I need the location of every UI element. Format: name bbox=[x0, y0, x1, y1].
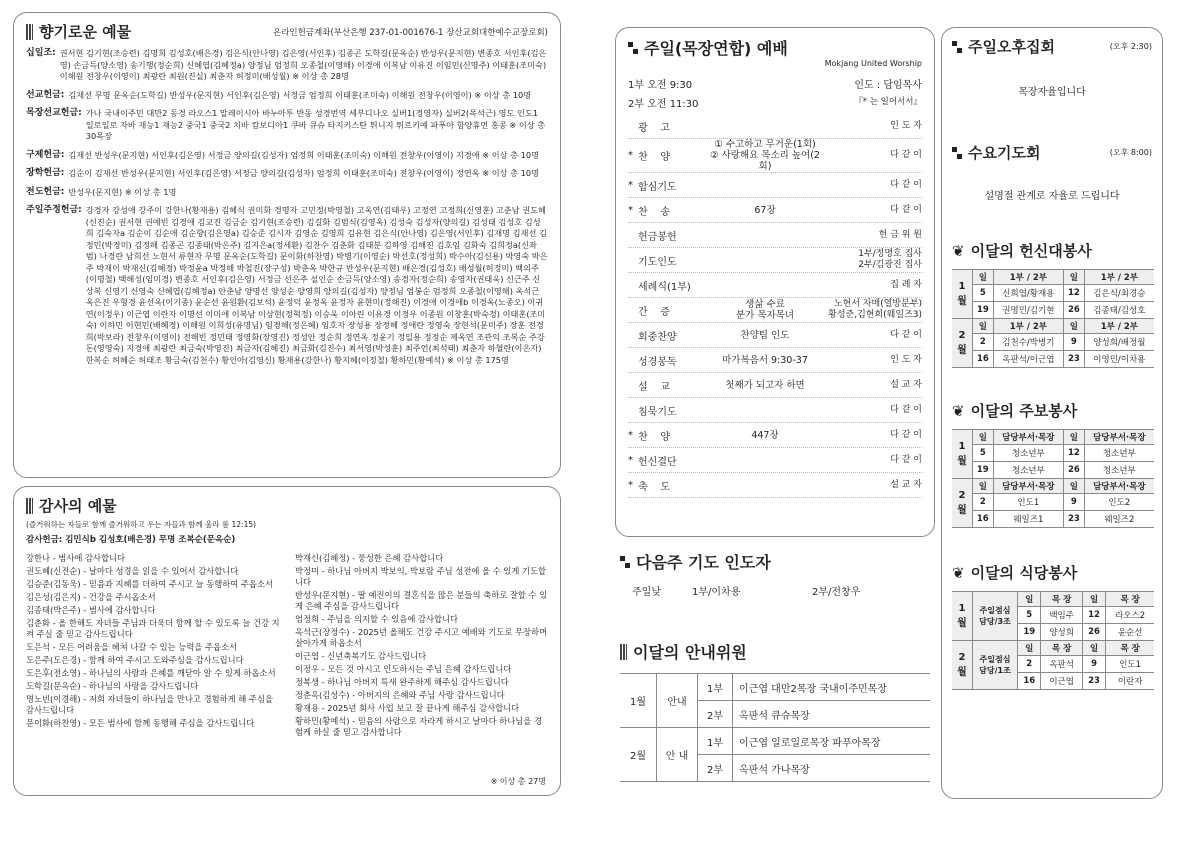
name-cell: 인도2 bbox=[1084, 494, 1154, 511]
bulletin-table bbox=[952, 429, 1154, 528]
order-leader: 노현서 자매(열방분부) 황성준,김현희(웨일즈3) bbox=[828, 299, 922, 320]
usher-part: 1부 bbox=[698, 728, 733, 755]
name-header: 담당부서·목장 bbox=[993, 479, 1063, 494]
offering-title: 향기로운 예물 bbox=[26, 21, 131, 42]
offering-names: 가나 국내이주민 대만2 동경 라오스1 말레이시아 바누아투 반동 성경번역 세부디나오 실버1(경영자) 실버2(목석근) 영도 인도1 일로일로 자바 재능1 재능2 중국1 중국2 치바 캄보디아1 쿠바 큐슈 타지키스탄 튀니지 튀르키예 파푸아 함양휴먼 홍콩 ※ 이상 총 30목장 bbox=[85, 108, 546, 141]
order-row bbox=[628, 448, 922, 473]
order-leader: 헌 금 위 원 bbox=[878, 229, 922, 240]
heart-icon: ❦ bbox=[952, 563, 965, 582]
thanks-item: 도은후(전소영) - 하나님의 사랑과 은혜를 깨닫아 알 수 있게 하옵소서 bbox=[26, 668, 276, 678]
day-cell: 26 bbox=[1064, 302, 1085, 319]
table-row bbox=[952, 302, 1154, 319]
bar-icon bbox=[26, 498, 33, 514]
dedication-table bbox=[952, 269, 1154, 368]
month-cell: 2 월 bbox=[952, 319, 973, 368]
table-row bbox=[952, 285, 1154, 302]
month-cell: 1 월 bbox=[952, 430, 973, 479]
thanks-item: 황재용 - 2025년 회사 사업 보고 잘 끝나게 해주심 감사합니다 bbox=[294, 703, 520, 713]
order-name: 간 증 bbox=[638, 306, 671, 318]
offering-section bbox=[26, 90, 548, 102]
thanks-left-list bbox=[26, 553, 283, 740]
usher-name: 이근엽 대만2목장 국내이주민목장 bbox=[733, 674, 931, 701]
day-cell: 23 bbox=[1082, 673, 1105, 690]
table-header bbox=[952, 592, 1154, 607]
order-name: 회중찬양 bbox=[638, 331, 677, 343]
order-name: 합심기도 bbox=[638, 181, 677, 193]
offering-label: 선교헌금: bbox=[26, 89, 65, 100]
order-row bbox=[628, 398, 922, 423]
worship-stand-note: 『* 는 일어서서』 bbox=[854, 97, 922, 107]
thanks-item: 문이화(하찬영) - 모든 범사에 함께 동행해 주심을 감사드립니다 bbox=[26, 718, 255, 728]
day-cell: 23 bbox=[1064, 351, 1085, 368]
day-cell: 5 bbox=[973, 445, 994, 462]
table-header bbox=[952, 430, 1154, 445]
day-cell: 12 bbox=[1064, 445, 1085, 462]
ushers-section: 이달의 안내위원 1월 안내 1부 이근엽 대만2목장 국내이주민목장 2부 옥판석 큐슈목장 2월 안 내 1부 이근엽 일로일로목장 파푸아목장 2부 옥판석 가나목장 bbox=[620, 640, 930, 782]
afternoon-time: (오후 2:30) bbox=[1109, 42, 1152, 51]
right-panel: 주일오후집회 (오후 2:30) 목장자율입니다 수요기도회 (오후 8:00) 설명절 관계로 자율로 드립니다 ❦ 이달의 헌신대봉사 1 월 일 1부 / 2부 일 1부 / 2부 5 신희엽/황재용 12 김은식/최경승 19 권명민/김기현 26 김종태/김성호 2 월 일 1부 / 2부 일 1부 / 2부 2 김천수/박병기 9 양성희/배정월 16 옥판석/이근엽 23 이영민/이차용 ❦ 이달의 주보봉사 1 월 일 담당부서·목장 일 담당부서·목장 5 청소년부 12 청소년부 19 청소년부 26 청소년부 2 월 일 담당부서·목장 일 담당부서·목장 2 인도1 9 인도2 16 웨일즈1 23 웨일즈2 ❦ 이달의 식당봉사 1 월 주일점심 담당/3조 일 목 장 일 목 장 5 백임주 12 라오스2 19 양성희 26 윤순선 2 월 주일점심 담당/1조 일 목 장 일 목 장 2 옥판석 9 인도1 16 이근엽 23 이란자 bbox=[941, 27, 1163, 799]
order-star: * bbox=[628, 179, 633, 191]
offering-section bbox=[26, 108, 548, 143]
usher-row bbox=[620, 674, 930, 701]
month-cell: 1 월 bbox=[952, 270, 973, 319]
name-cell: 양성희/배정월 bbox=[1084, 334, 1154, 351]
day-cell: 26 bbox=[1064, 462, 1085, 479]
order-row bbox=[628, 273, 922, 298]
thanks-item: 정춘옥(김성수) - 아버지의 은혜와 주님 사랑 감사드립니다 bbox=[294, 690, 505, 700]
worship-panel bbox=[615, 27, 935, 537]
table-header bbox=[952, 479, 1154, 494]
table-row bbox=[952, 494, 1154, 511]
worship-subtitle: Mokjang United Worship bbox=[824, 59, 922, 68]
order-detail: 찬양팀 인도 bbox=[740, 329, 790, 341]
name-cell: 옥판석/이근엽 bbox=[993, 351, 1063, 368]
order-name: 찬 양 bbox=[638, 152, 671, 163]
afternoon-text: 목장자율입니다 bbox=[1018, 87, 1086, 98]
day-header: 일 bbox=[1018, 641, 1041, 656]
heart-icon: ❦ bbox=[952, 401, 965, 420]
thanks-item: 도은주(도은경) - 함께 하여 주시고 도와주심을 감사드립니다 bbox=[26, 655, 244, 665]
wednesday-time: (오후 8:00) bbox=[1109, 148, 1152, 157]
order-star: * bbox=[628, 204, 633, 216]
offering-names: 김재선 무명 문옥순(도학길) 반성우(문지현) 서인후(김은영) 서정금 엄정희 이태훈(조미숙) 이해원 전창우(이영이) ※ 이상 총 10명 bbox=[68, 89, 532, 100]
order-name: 찬 양 bbox=[638, 431, 671, 443]
next-prayer-label: 주일낮 bbox=[632, 587, 661, 598]
day-header: 일 bbox=[1064, 479, 1085, 494]
name-cell: 옥판석 bbox=[1041, 656, 1082, 673]
heart-icon: ❦ bbox=[952, 241, 965, 260]
order-leader: 인 도 자 bbox=[890, 354, 922, 365]
order-row bbox=[628, 223, 922, 248]
offering-label: 장학헌금: bbox=[26, 168, 65, 178]
day-cell: 12 bbox=[1082, 607, 1105, 624]
usher-name: 이근엽 일로일로목장 파푸아목장 bbox=[733, 728, 931, 755]
order-leader: 다 같 이 bbox=[890, 150, 922, 160]
order-row bbox=[628, 373, 922, 398]
order-row bbox=[628, 198, 922, 223]
name-header: 1부 / 2부 bbox=[993, 270, 1063, 285]
name-cell: 김천수/박병기 bbox=[993, 334, 1063, 351]
order-name: 세례식(1부) bbox=[638, 281, 691, 293]
order-row bbox=[628, 114, 922, 139]
table-row bbox=[952, 511, 1154, 528]
day-cell: 16 bbox=[973, 511, 994, 528]
thanks-item: 이근엽 - 신년축복기도 감사드립니다 bbox=[294, 651, 427, 661]
day-header: 일 bbox=[1018, 592, 1041, 607]
name-cell: 청소년부 bbox=[1084, 462, 1154, 479]
order-leader: 설 교 자 bbox=[890, 479, 922, 490]
order-detail: 447장 bbox=[751, 429, 779, 441]
offering-section bbox=[26, 48, 548, 83]
usher-role: 안내 bbox=[657, 674, 698, 728]
name-header: 1부 / 2부 bbox=[1084, 270, 1154, 285]
bar-icon bbox=[620, 644, 627, 660]
dots-icon bbox=[952, 146, 962, 160]
usher-month: 2월 bbox=[620, 728, 657, 782]
thanks-item: 박정미 - 하나님 아버지 박보익, 박보람 주님 성전에 올 수 있게 기도합니다 bbox=[294, 566, 547, 587]
thanks-item: 도학길(문옥순) - 하나님의 사랑을 감사드립니다 bbox=[26, 681, 199, 691]
offering-names: 김순이 김재선 반성우(문지현) 서인후(김은영) 서정금 양의길(김성자) 엄정희 이태훈(조미숙) 전창우(이영이) 정연옥 ※ 이상 총 10명 bbox=[68, 168, 539, 178]
offering-names: 김재선 반성우(문지현) 서인후(김은영) 서정금 양의길(김성자) 엄정희 이태훈(조미숙) 이해원 전창우(이영이) 지경애 ※ 이상 총 10명 bbox=[68, 149, 539, 160]
order-star: * bbox=[628, 150, 633, 161]
order-of-worship bbox=[628, 114, 922, 498]
thanks-item: 강한나 - 범사에 감사합니다 bbox=[26, 553, 126, 563]
name-cell: 웨일즈2 bbox=[1084, 511, 1154, 528]
day-header: 일 bbox=[973, 479, 994, 494]
order-name: 헌신결단 bbox=[638, 456, 677, 468]
thanks-item: 명노빈(이경해) - 저희 자녀들이 하나님을 만나고 경험하게 해 주심을 감사드립니다 bbox=[26, 694, 273, 715]
wednesday-text: 설명절 관계로 자율로 드립니다 bbox=[984, 191, 1120, 202]
name-header: 목 장 bbox=[1041, 592, 1082, 607]
offering-label: 주일주정헌금: bbox=[26, 205, 82, 215]
worship-time1: 1부 오전 9:30 bbox=[628, 80, 693, 91]
next-prayer-section: 다음주 기도 인도자 주일낮 1부/이차용 2부/전창우 bbox=[620, 550, 930, 598]
team-cell: 주일점심 담당/3조 bbox=[973, 592, 1018, 641]
name-cell: 이근엽 bbox=[1041, 673, 1082, 690]
bar-icon bbox=[26, 24, 33, 40]
order-detail: 첫째가 되고자 하면 bbox=[725, 379, 805, 391]
day-cell: 26 bbox=[1082, 624, 1105, 641]
order-leader: 다 같 이 bbox=[890, 204, 922, 215]
thanks-item: 엄정희 - 주님을 의지할 수 있음에 감사합니다 bbox=[294, 614, 459, 624]
table-row bbox=[952, 462, 1154, 479]
name-header: 담당부서·목장 bbox=[1084, 479, 1154, 494]
name-header: 목 장 bbox=[1106, 592, 1154, 607]
order-name: 헌금봉헌 bbox=[638, 231, 677, 243]
name-cell: 양성희 bbox=[1041, 624, 1082, 641]
kitchen-table bbox=[952, 591, 1154, 690]
order-name: 찬 송 bbox=[638, 206, 671, 218]
offering-label: 구제헌금: bbox=[26, 149, 65, 160]
thanks-item: 반성우(문지현) - 딸 예진이의 결혼식을 많은 분들의 축하로 잘할 수 있게 은혜 주심을 감사드립니다 bbox=[294, 590, 548, 611]
usher-role: 안 내 bbox=[657, 728, 698, 782]
order-name: 기도인도 bbox=[638, 256, 677, 268]
offering-names: 반성우(문지현) ※ 이상 총 1명 bbox=[68, 186, 177, 197]
name-header: 담당부서·목장 bbox=[993, 430, 1063, 445]
name-cell: 라오스2 bbox=[1106, 607, 1154, 624]
table-header bbox=[952, 641, 1154, 656]
name-header: 1부 / 2부 bbox=[1084, 319, 1154, 334]
offering-section bbox=[26, 150, 548, 162]
thanks-item: 옥석근(장정수) - 2025년 올해도 건강 주시고 예배와 기도로 무장하며 살아가게 하옵소서 bbox=[294, 627, 548, 648]
day-header: 일 bbox=[1082, 641, 1105, 656]
thanks-panel bbox=[13, 486, 561, 796]
day-header: 일 bbox=[973, 430, 994, 445]
dots-icon bbox=[952, 40, 962, 54]
day-cell: 2 bbox=[1018, 656, 1041, 673]
offering-label: 목장선교헌금: bbox=[26, 108, 82, 118]
order-leader: 다 같 이 bbox=[890, 404, 922, 415]
day-cell: 19 bbox=[1018, 624, 1041, 641]
day-cell: 16 bbox=[973, 351, 994, 368]
worship-time2: 2부 오전 11:30 bbox=[628, 99, 699, 110]
thanks-item: 김은성(김은지) - 건강을 주시옵소서 bbox=[26, 592, 156, 602]
usher-name: 옥판석 가나목장 bbox=[733, 755, 931, 782]
order-name: 설 교 bbox=[638, 381, 671, 393]
dots-icon bbox=[628, 41, 638, 55]
order-row bbox=[628, 473, 922, 498]
name-cell: 백임주 bbox=[1041, 607, 1082, 624]
order-detail: 67장 bbox=[754, 204, 776, 216]
thanks-footer: ※ 이상 총 27명 bbox=[490, 777, 546, 786]
usher-name: 옥판석 큐슈목장 bbox=[733, 701, 931, 728]
order-row bbox=[628, 248, 922, 273]
usher-part: 2부 bbox=[698, 755, 733, 782]
order-leader: 다 같 이 bbox=[890, 329, 922, 340]
usher-row bbox=[620, 728, 930, 755]
thanks-item: 김종태(박은주) - 범사에 감사합니다 bbox=[26, 605, 156, 615]
day-header: 일 bbox=[973, 319, 994, 334]
day-header: 일 bbox=[1064, 270, 1085, 285]
name-header: 담당부서·목장 bbox=[1084, 430, 1154, 445]
thanks-title: 감사의 예물 bbox=[26, 495, 548, 516]
order-detail: ① 수고하고 무거운(1회) ② 사랑해요 목소리 높여(2회) bbox=[710, 139, 820, 172]
order-row bbox=[628, 348, 922, 373]
day-cell: 19 bbox=[973, 462, 994, 479]
order-row bbox=[628, 323, 922, 348]
month-cell: 2 월 bbox=[952, 641, 973, 690]
order-detail: 마가복음서 9:30-37 bbox=[722, 354, 808, 366]
order-star: * bbox=[628, 429, 633, 441]
order-name: 광 고 bbox=[638, 122, 671, 134]
name-cell: 권명민/김기현 bbox=[993, 302, 1063, 319]
table-row bbox=[952, 351, 1154, 368]
day-cell: 9 bbox=[1082, 656, 1105, 673]
day-header: 일 bbox=[1064, 319, 1085, 334]
usher-part: 1부 bbox=[698, 674, 733, 701]
name-cell: 이란자 bbox=[1106, 673, 1154, 690]
day-cell: 9 bbox=[1064, 494, 1085, 511]
month-cell: 1 월 bbox=[952, 592, 973, 641]
worship-lead: 인도 : 담임목사 bbox=[854, 80, 922, 91]
offering-section bbox=[26, 168, 548, 180]
day-cell: 5 bbox=[1018, 607, 1041, 624]
name-cell: 웨일즈1 bbox=[993, 511, 1063, 528]
day-cell: 12 bbox=[1064, 285, 1085, 302]
name-cell: 인도1 bbox=[993, 494, 1063, 511]
order-leader: 1부/정명호 집사 2부/김광진 집사 bbox=[858, 249, 922, 270]
next-prayer-p1: 1부/이차용 bbox=[692, 587, 741, 598]
day-cell: 5 bbox=[973, 285, 994, 302]
thanks-item: 황하민(황예석) - 믿음의 사람으로 자라게 하시고 날마다 하나님을 경험케 하실 줄 믿고 감사합니다 bbox=[294, 716, 542, 737]
name-cell: 이영민/이차용 bbox=[1084, 351, 1154, 368]
thanks-item: 김승준(김동욱) - 믿음과 지혜를 더하여 주시고 늘 동행하여 주옵소서 bbox=[26, 579, 273, 589]
offering-panel bbox=[13, 12, 561, 478]
name-header: 1부 / 2부 bbox=[993, 319, 1063, 334]
offering-section bbox=[26, 205, 548, 366]
name-cell: 김종태/김성호 bbox=[1084, 302, 1154, 319]
day-cell: 16 bbox=[1018, 673, 1041, 690]
order-row bbox=[628, 423, 922, 448]
order-leader: 설 교 자 bbox=[890, 379, 922, 390]
table-header bbox=[952, 270, 1154, 285]
day-cell: 2 bbox=[973, 334, 994, 351]
thanks-item: 이정우 - 모든 것 아시고 인도하시는 주님 은혜 감사드립니다 bbox=[294, 664, 512, 674]
order-leader: 다 같 이 bbox=[890, 179, 922, 190]
name-cell: 청소년부 bbox=[1084, 445, 1154, 462]
offering-list bbox=[26, 48, 548, 366]
table-header bbox=[952, 319, 1154, 334]
day-cell: 9 bbox=[1064, 334, 1085, 351]
thanks-item: 도은석 - 모든 어려움을 헤쳐 나갈 수 있는 능력을 주옵소서 bbox=[26, 642, 238, 652]
order-row bbox=[628, 173, 922, 198]
next-prayer-p2: 2부/전창우 bbox=[812, 587, 861, 598]
order-leader: 다 같 이 bbox=[890, 429, 922, 440]
day-header: 일 bbox=[1082, 592, 1105, 607]
thanks-header: 감사헌금: 김민식b 김성호(배은경) 무명 조복순(문옥순) bbox=[26, 535, 236, 545]
name-cell: 신희엽/황재용 bbox=[993, 285, 1063, 302]
team-cell: 주일점심 담당/1조 bbox=[973, 641, 1018, 690]
thanks-item: 권도혜(신진순) - 날마다 성경을 읽을 수 있어서 감사합니다 bbox=[26, 566, 239, 576]
thanks-item: 박재신(김혜정) - 풍성한 은혜 감사합니다 bbox=[294, 553, 444, 563]
order-name: 축 도 bbox=[638, 481, 671, 493]
offering-label: 전도헌금: bbox=[26, 186, 65, 197]
thanks-right-list bbox=[295, 553, 548, 740]
day-header: 일 bbox=[973, 270, 994, 285]
name-cell: 청소년부 bbox=[993, 462, 1063, 479]
order-leader: 다 같 이 bbox=[890, 454, 922, 465]
thanks-item: 김춘화 - 올 한해도 자녀들 주님과 더욱더 함께 할 수 있도록 늘 건강 지켜 주실 줄 믿고 감사드립니다 bbox=[26, 618, 280, 639]
dots-icon bbox=[620, 555, 630, 569]
day-cell: 2 bbox=[973, 494, 994, 511]
name-header: 목 장 bbox=[1041, 641, 1082, 656]
name-cell: 청소년부 bbox=[993, 445, 1063, 462]
name-header: 목 장 bbox=[1106, 641, 1154, 656]
order-star: * bbox=[628, 454, 633, 466]
offering-section bbox=[26, 187, 548, 199]
name-cell: 윤순선 bbox=[1106, 624, 1154, 641]
afternoon-header: 주일오후집회 (오후 2:30) bbox=[952, 36, 1152, 57]
usher-month: 1월 bbox=[620, 674, 657, 728]
wednesday-header: 수요기도회 (오후 8:00) bbox=[952, 142, 1152, 163]
order-name: 침묵기도 bbox=[638, 406, 677, 418]
thanks-item: 정복생 - 하나님 아버지 특새 완주하게 해주심 감사드립니다 bbox=[294, 677, 509, 687]
day-cell: 23 bbox=[1064, 511, 1085, 528]
ushers-table bbox=[620, 673, 930, 782]
table-row bbox=[952, 445, 1154, 462]
name-cell: 김은식/최경승 bbox=[1084, 285, 1154, 302]
order-name: 성경봉독 bbox=[638, 356, 677, 368]
name-cell: 인도1 bbox=[1106, 656, 1154, 673]
order-detail: 생삶 수료 분가 목자목녀 bbox=[735, 299, 795, 321]
order-row bbox=[628, 298, 922, 323]
worship-title: 주일(목장연합) 예배 bbox=[628, 36, 922, 59]
account-info: 온라인헌금계좌(부산은행 237-01-001676-1 장산교회대한예수교장로회) bbox=[273, 27, 548, 38]
month-cell: 2 월 bbox=[952, 479, 973, 528]
order-star: * bbox=[628, 479, 633, 491]
order-leader: 집 례 자 bbox=[890, 279, 922, 290]
offering-names: 강경자 강성애 강주이 강한나(황재용) 김혜식 권미화 경명자 고민정(박영철) 고옥연(김태우) 고정연 고정희(신영훈) 고춘남 권도혜(신진순) 권서현 권예빈 김경애 김교진 김금순 김기현(조승련) 김길화 김범식(김영옥) 김성숙 김성자(양의길) 김성태 김성호 김성희 김숙자a 김순이 김순애 김순향(김은영a) 김승준 김시자 김영순 김영희 김유현 김은식(안나영) 김은영(서인후) 김재명 김재선 김정민(박경미) 김정해 김종곤 김종태(박은주) 김지은a(정세환) 김찬수 김춘화 김태분 김하영 김해진 김호임 김화숙 김희정a(신좌범) 나경란 남희선 노현서 류현자 무명 문옥순(도학길) 문이화(하찬영) 박병기(이영순) 박선호(정성희) 박수아(김신용) 박영숙 박은주 박재이 박재신(김혜정) 박정윤a 박정해 박철진(장구성) 박춘옥 박한규 반성우(문지현) 배은경(김성호) 배성월(허정미) 백의주(이명철) 백해성(임미경) 변종호 서인후(김은영) 서정금 선은주 설인순 손금득(양소영) 송경자(정순희) 송영자(권태욱) 신근주 신상복 신영기 신영숙 신혜엽(김혜정a) 안춘남 양명선 양성순 양영희 양의길(김성자) 양정님 엄봉순 엄정희 오종철(이영해) 옥석근 옥은진 우형경 윤선옥(이기종) 윤순선 윤원환(김보석) 윤정덕 윤정옥 윤정자 윤현미(정해진) 이경애 이경애b 이경옥(노종오) 이귀연(이정우) 이근엽 이란자 이명선 이미애 이복남 이상현(정혁정) 이승욱 이아린 이유경 이정우 이종원 이창훈(박숙정) 이태훈(조미숙) 이하민 이현민(배혜경) 이해원 이희성(유명님) 임경해(정은혜) 임호자 장성용 장정혜 정애란 정영숙 장현석(문미주) 장훈 전경희(박보라) 전창우(이영이) 전해빈 정민태 정영화(장영진) 정성안 정순희 정연옥 정윤기 정일용 정정순 제옥연 조관익 조복순 주강돈(영영숙) 지경애 최광란 최금숙(박영진) 최금자(김혜진) 최금화(김진수) 최서영(박성훈) 최주언(최석태) 최춘자 하혈란(이은자) 한복순 허혜순 허태조 황금숙(김천수) 황인아(김영신) 황재용(강한나) 황지혜(이정철) 황하민(황예석) ※ 이상 총 175명 bbox=[85, 205, 548, 365]
order-row bbox=[628, 139, 922, 173]
thanks-verse: (즐거워하는 자들로 함께 즐거워하고 우는 자들과 함께 울라 롬 12:15) bbox=[26, 520, 257, 529]
table-row bbox=[952, 334, 1154, 351]
usher-part: 2부 bbox=[698, 701, 733, 728]
order-leader: 인 도 자 bbox=[890, 120, 922, 131]
day-cell: 19 bbox=[973, 302, 994, 319]
day-header: 일 bbox=[1064, 430, 1085, 445]
offering-label: 십일조: bbox=[26, 48, 56, 58]
offering-names: 권서현 김기현(조승련) 김명희 김성호(배은경) 김은식(안나영) 김은영(서인후) 김종곤 도학길(문옥순) 반성우(문지현) 변종호 서인후(김은영) 손금득(양소영) 송기행(정순희) 신혜엽(김혜정a) 양정님 엄정희 오종철(이영해) 이경애 이복남 이유진 이임민(신명주) 이태훈(조미숙) 이해원 전창우(이영이) 최광란 최원(진실) 최춘자 허정미(배성월) ※ 이상 총 28명 bbox=[59, 48, 547, 81]
